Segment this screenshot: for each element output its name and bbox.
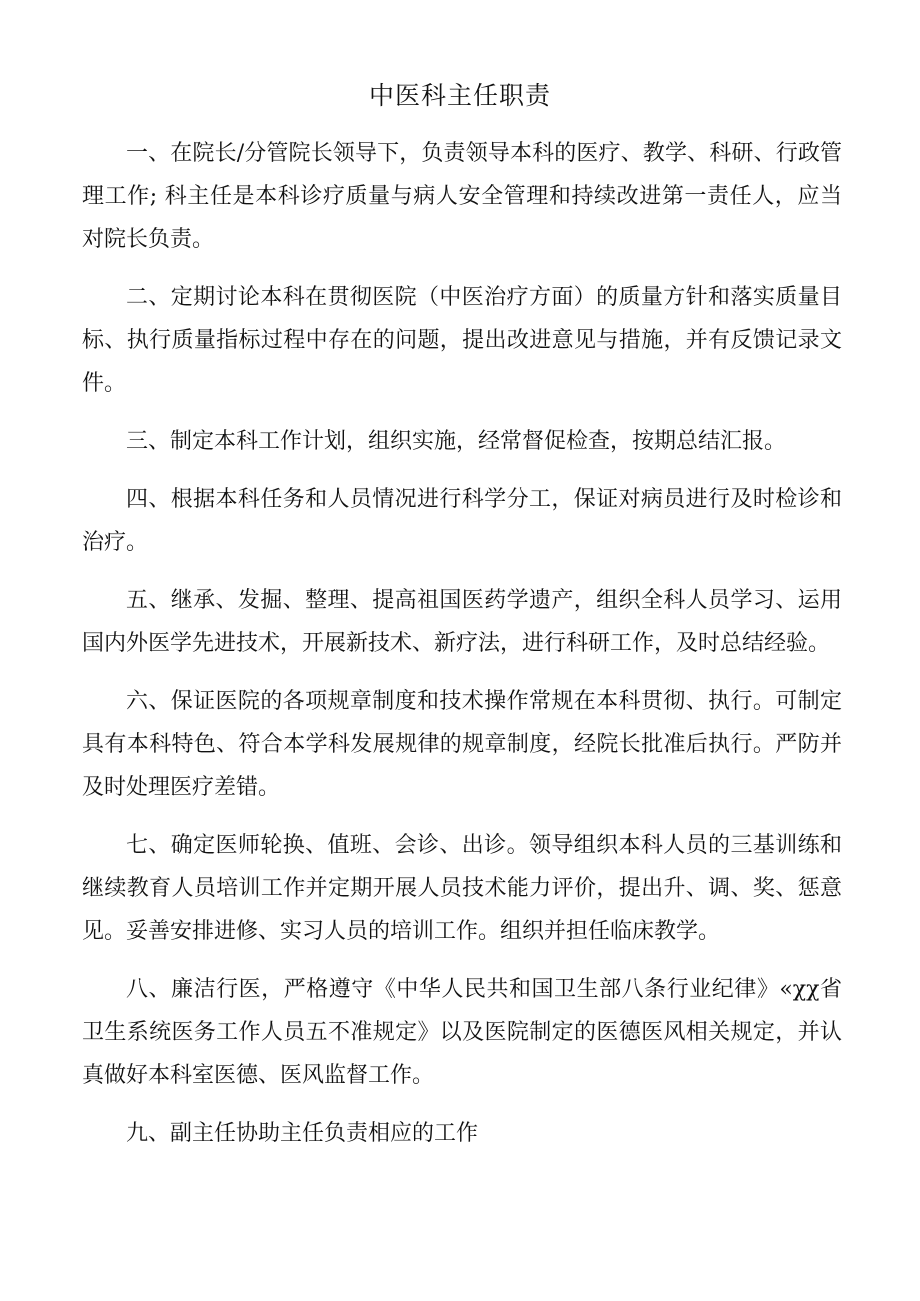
document-title: 中医科主任职责: [368, 81, 551, 110]
duty-paragraph-1: 一、在院长/分管院长领导下，负责领导本科的医疗、教学、科研、行政管理工作; 科主任是本科诊疗质量与病人安全管理和持续改进第一责任人，应当对院长负责。: [82, 141, 842, 252]
duty-paragraph-6: 六、保证医院的各项规章制度和技术操作常规在本科贯彻、执行。可制定具有本科特色、符合本学科发展规律的规章制度，经院长批准后执行。严防并及时处理医疗差错。: [82, 689, 842, 800]
duty-paragraph-3: 三、制定本科工作计划，组织实施，经常督促检查，按期总结汇报。: [126, 429, 787, 454]
duty-paragraph-7: 七、确定医师轮换、值班、会诊、出诊。领导组织本科人员的三基训练和继续教育人员培训工作并定期开展人员技术能力评价，提出升、调、奖、惩意见。妥善安排进修、实习人员的培训工作。组织并担任临床教学。: [82, 833, 842, 944]
duty-paragraph-8: 八、廉洁行医，严格遵守《中华人民共和国卫生部八条行业纪律》«χχ省卫生系统医务工作人员五不准规定》以及医院制定的医德医风相关规定，并认真做好本科室医德、医风监督工作。: [82, 977, 842, 1088]
duty-paragraph-2: 二、定期讨论本科在贯彻医院（中医治疗方面）的质量方针和落实质量目标、执行质量指标过程中存在的问题，提出改进意见与措施，并有反馈记录文件。: [82, 285, 842, 396]
duty-paragraph-5: 五、继承、发掘、整理、提高祖国医药学遗产，组织全科人员学习、运用国内外医学先进技术，开展新技术、新疗法，进行科研工作，及时总结经验。: [82, 588, 842, 656]
duty-paragraph-9: 九、副主任协助主任负责相应的工作: [126, 1121, 479, 1146]
duty-paragraph-4: 四、根据本科任务和人员情况进行科学分工，保证对病员进行及时检诊和治疗。: [82, 487, 842, 555]
document-body: [82, 132, 842, 1170]
